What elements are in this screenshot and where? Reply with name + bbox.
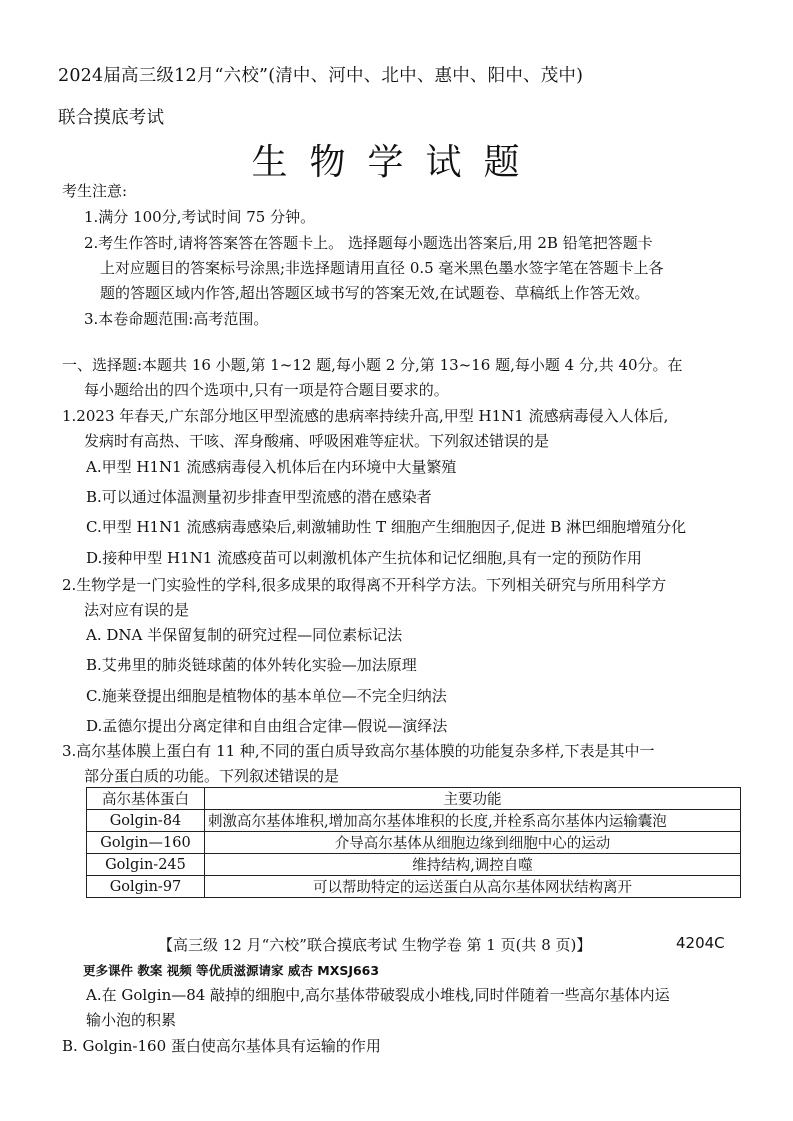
notice-item-3: 3.本卷命题范围:高考范围。	[84, 310, 269, 328]
section-intro-line2: 每小题给出的四个选项中,只有一项是符合题目要求的。	[84, 381, 449, 399]
table-row	[87, 832, 741, 854]
notice-heading: 考生注意:	[62, 182, 128, 200]
question-1-option-d: D.接种甲型 H1N1 流感疫苗可以刺激机体产生抗体和记忆细胞,具有一定的预防作用	[86, 549, 642, 567]
question-3-option-b: B. Golgin-160 蛋白使高尔基体具有运输的作用	[62, 1037, 381, 1055]
question-2-option-c: C.施莱登提出细胞是植物体的基本单位—不完全归纳法	[86, 687, 447, 705]
golgi-protein-table	[86, 787, 741, 898]
question-2-option-a: A. DNA 半保留复制的研究过程—同位素标记法	[86, 626, 403, 644]
question-3-option-a-line1: A.在 Golgin—84 敲掉的细胞中,高尔基体带破裂成小堆栈,同时伴随着一些高尔基体内运	[86, 986, 670, 1004]
page-footer: 【高三级 12 月“六校”联合摸底考试 生物学卷 第 1 页(共 8 页)】	[158, 936, 592, 954]
table-row	[87, 876, 741, 898]
question-1-stem-line1: 1.2023 年春天,广东部分地区甲型流感的患病率持续升高,甲型 H1N1 流感病毒侵入人体后,	[62, 407, 669, 425]
table-cell-protein: Golgin-245	[87, 854, 205, 876]
question-3-option-a-line2: 输小泡的积累	[86, 1011, 177, 1029]
notice-item-2-line2: 上对应题目的答案标号涂黑;非选择题请用直径 0.5 毫米黑色墨水签字笔在答题卡上各	[100, 259, 664, 277]
question-1-stem-line2: 发病时有高热、干咳、浑身酸痛、呼吸困难等症状。下列叙述错误的是	[84, 432, 550, 450]
notice-item-2-line1: 2.考生作答时,请将答案答在答题卡上。 选择题每小题选出答案后,用 2B 铅笔把答题卡	[84, 234, 653, 252]
table-cell-protein: Golgin-97	[87, 876, 205, 898]
table-row	[87, 854, 741, 876]
paper-code: 4204C	[676, 934, 725, 952]
table-row	[87, 810, 741, 832]
table-cell-function: 刺激高尔基体堆积,增加高尔基体堆积的长度,并栓系高尔基体内运输囊泡	[205, 810, 741, 832]
question-2-stem-line1: 2.生物学是一门实验性的学科,很多成果的取得离不开科学方法。下列相关研究与所用科学方	[62, 576, 667, 594]
question-1-option-b: B.可以通过体温测量初步排查甲型流感的潜在感染者	[86, 488, 432, 506]
question-2-option-b: B.艾弗里的肺炎链球菌的体外转化实验—加法原理	[86, 656, 417, 674]
table-cell-function: 维持结构,调控自噬	[205, 854, 741, 876]
notice-item-2-line3: 题的答题区域内作答,超出答题区域书写的答案无效,在试题卷、草稿纸上作答无效。	[100, 284, 650, 302]
section-intro-line1: 一、选择题:本题共 16 小题,第 1~12 题,每小题 2 分,第 13~16 题,每小题 4 分,共 40分。在	[62, 356, 683, 374]
question-2-stem-line2: 法对应有误的是	[84, 601, 190, 619]
notice-item-1: 1.满分 100分,考试时间 75 分钟。	[84, 208, 316, 226]
question-3-stem-line1: 3.高尔基体膜上蛋白有 11 种,不同的蛋白质导致高尔基体膜的功能复杂多样,下表是其中一	[62, 742, 655, 760]
exam-header-line2: 联合摸底考试	[58, 108, 165, 128]
page-title: 生物学试题	[251, 142, 542, 183]
question-2-option-d: D.孟德尔提出分离定律和自由组合定律—假说—演绎法	[86, 717, 448, 735]
question-1-option-c: C.甲型 H1N1 流感病毒感染后,刺激辅助性 T 细胞产生细胞因子,促进 B 淋巴细胞增殖分化	[86, 518, 687, 536]
table-cell-function: 介导高尔基体从细胞边缘到细胞中心的运动	[205, 832, 741, 854]
table-header-function: 主要功能	[205, 788, 741, 810]
question-1-option-a: A.甲型 H1N1 流感病毒侵入机体后在内环境中大量繁殖	[86, 458, 457, 476]
table-header-row	[87, 788, 741, 810]
exam-header-line1: 2024届高三级12月“六校”(清中、河中、北中、惠中、阳中、茂中)	[58, 66, 584, 86]
promo-line: 更多课件 教案 视频 等优质滋源请家 威杏 MXSJ663	[83, 963, 380, 978]
table-cell-protein: Golgin-84	[87, 810, 205, 832]
table-cell-function: 可以帮助特定的运送蛋白从高尔基体网状结构离开	[205, 876, 741, 898]
table-cell-protein: Golgin—160	[87, 832, 205, 854]
question-3-stem-line2: 部分蛋白质的功能。下列叙述错误的是	[84, 767, 340, 785]
table-header-protein: 高尔基体蛋白	[87, 788, 205, 810]
